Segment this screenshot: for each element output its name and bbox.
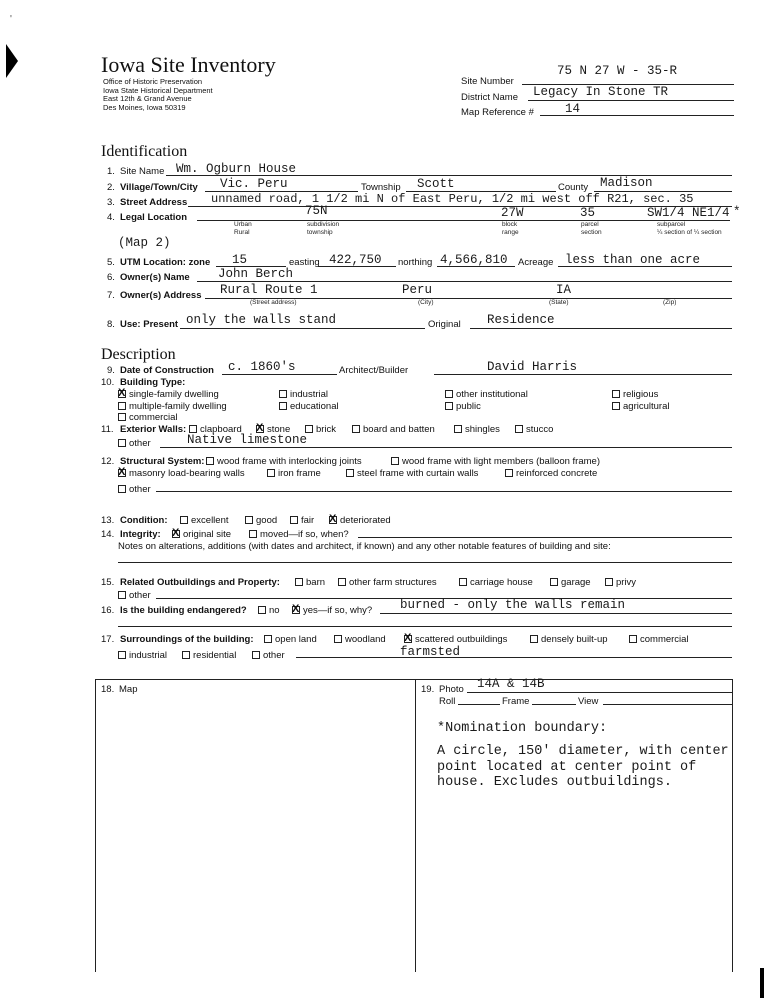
struct-interlocking-option[interactable] — [206, 456, 362, 467]
item-number-7: 7. — [107, 290, 115, 301]
office-address — [103, 78, 213, 112]
bt-agricultural-label: agricultural — [623, 401, 670, 412]
address-city-caption: (City) — [418, 299, 434, 306]
endangered-yes-label: yes—if so, why? — [303, 605, 373, 616]
site-number-value[interactable]: 75 N 27 W - 35-R — [557, 64, 678, 78]
county-label: County — [558, 182, 589, 193]
bt-commercial-option[interactable] — [118, 412, 178, 423]
item-number-3: 3. — [107, 197, 115, 208]
wall-stucco-label: stucco — [526, 424, 554, 435]
view-label: View — [578, 696, 599, 707]
cond-fair-label: fair — [301, 515, 315, 526]
out-other-option[interactable] — [118, 590, 151, 601]
cond-fair-option[interactable] — [290, 515, 314, 526]
acreage-value[interactable]: less than one acre — [565, 253, 701, 267]
bt-multiple-family-label: multiple-family dwelling — [129, 401, 227, 412]
out-other-label: other — [129, 590, 151, 601]
out-carriage-label: carriage house — [470, 577, 533, 588]
wall-shingles-label: shingles — [465, 424, 500, 435]
out-carriage-option[interactable] — [459, 577, 533, 588]
cond-good-option[interactable] — [245, 515, 277, 526]
struct-masonry-label: masonry load-bearing walls — [129, 468, 245, 479]
endangered-no-label: no — [269, 605, 280, 616]
item-number-8: 8. — [107, 319, 115, 330]
legal-quarter-caption: ¼ section of ¼ section — [657, 229, 722, 236]
village-value[interactable]: Vic. Peru — [220, 177, 288, 191]
legal-rural-caption: Rural — [234, 229, 250, 236]
legal-parcel-caption: parcel — [581, 221, 599, 228]
office-line-4: Des Moines, Iowa 50319 — [103, 102, 186, 112]
use-original-label: Original — [428, 319, 461, 330]
site-name-value[interactable]: Wm. Ogburn House — [176, 162, 297, 176]
item-number-12: 12. — [101, 456, 115, 467]
owner-address-label: Owner(s) Address — [120, 290, 202, 301]
item-number-9: 9. — [107, 365, 115, 376]
wall-other-value[interactable]: Native limestone — [187, 433, 308, 447]
item-number-13: 13. — [101, 515, 115, 526]
item-number-1: 1. — [107, 166, 115, 177]
sur-dense-option[interactable] — [530, 634, 608, 645]
office-line-2: Iowa State Historical Department — [103, 85, 213, 95]
struct-balloon-label: wood frame with light members (balloon frame) — [402, 456, 600, 467]
owner-name-value[interactable]: John Berch — [218, 267, 294, 281]
item-number-5: 5. — [107, 257, 115, 268]
sur-open-label: open land — [275, 634, 317, 645]
out-barn-label: barn — [306, 577, 326, 588]
easting-label: easting — [289, 257, 320, 268]
endangered-label: Is the building endangered? — [120, 605, 247, 616]
bt-agricultural-option[interactable] — [612, 401, 669, 412]
surroundings-other-value[interactable]: farmsted — [400, 645, 461, 659]
surroundings-label: Surroundings of the building: — [120, 634, 254, 645]
sur-industrial-label: industrial — [129, 650, 168, 661]
use-present-label: Use: Present — [120, 319, 179, 330]
owner-name-label: Owner(s) Name — [120, 272, 190, 283]
scan-mark-bottom — [760, 968, 764, 998]
sur-residential-label: residential — [193, 650, 237, 661]
district-name-value[interactable]: Legacy In Stone TR — [533, 85, 669, 99]
struct-iron-label: iron frame — [278, 468, 321, 479]
out-barn-option[interactable] — [295, 577, 325, 588]
out-privy-label: privy — [616, 577, 637, 588]
wall-shingles-option[interactable] — [454, 424, 500, 435]
bt-single-family-label: single-family dwelling — [129, 389, 219, 400]
identification-heading: Identification — [101, 143, 188, 160]
legal-section-value[interactable]: 35 — [580, 206, 596, 220]
item-number-2: 2. — [107, 182, 115, 193]
boundary-line-2: point located at center point of — [437, 759, 697, 775]
endangered-no-option[interactable] — [258, 605, 280, 616]
bt-other-institutional-option[interactable] — [445, 389, 528, 400]
photo-value[interactable]: 14A & 14B — [477, 677, 545, 691]
legal-section-caption: section — [581, 229, 602, 236]
integrity-moved-label: moved—if so, when? — [260, 529, 349, 540]
integrity-moved-option[interactable] — [249, 529, 349, 540]
township-value[interactable]: Scott — [417, 177, 455, 191]
outbuildings-label: Related Outbuildings and Property: — [120, 577, 280, 588]
cond-excellent-option[interactable] — [180, 515, 229, 526]
northing-value[interactable]: 4,566,810 — [440, 253, 508, 267]
integrity-original-label: original site — [183, 529, 232, 540]
item-number-18: 18. — [101, 684, 115, 695]
use-present-value[interactable]: only the walls stand — [186, 313, 337, 327]
struct-concrete-label: reinforced concrete — [516, 468, 598, 479]
boundary-text — [437, 744, 729, 791]
sur-commercial-label: commercial — [640, 634, 689, 645]
utm-zone-value[interactable]: 15 — [232, 253, 248, 267]
frame-label: Frame — [502, 696, 530, 707]
item-number-16: 16. — [101, 605, 115, 616]
wall-other-label: other — [129, 438, 151, 449]
easting-value[interactable]: 422,750 — [329, 253, 382, 267]
wall-stone-label: stone — [267, 424, 291, 435]
item-number-11: 11. — [101, 424, 114, 435]
wall-other-option[interactable] — [118, 438, 151, 449]
cond-deteriorated-label: deteriorated — [340, 515, 391, 526]
sur-scattered-label: scattered outbuildings — [415, 634, 508, 645]
bt-single-family-option[interactable] — [118, 389, 219, 400]
sur-other-label: other — [263, 650, 285, 661]
asterisk-mark: * — [733, 205, 741, 219]
out-farm-label: other farm structures — [349, 577, 437, 588]
cond-excellent-label: excellent — [191, 515, 229, 526]
out-farm-option[interactable] — [338, 577, 437, 588]
address-zip-caption: (Zip) — [663, 299, 677, 306]
item-number-19: 19. — [421, 684, 435, 695]
bt-educational-label: educational — [290, 401, 339, 412]
date-construction-value[interactable]: c. 1860's — [228, 360, 296, 374]
district-name-label: District Name — [461, 92, 519, 103]
cond-good-label: good — [256, 515, 278, 526]
sur-woodland-label: woodland — [345, 634, 386, 645]
structural-system-label: Structural System: — [120, 456, 205, 467]
bt-industrial-option[interactable] — [279, 389, 328, 400]
description-heading: Description — [101, 346, 176, 363]
map-reference-value[interactable]: 14 — [565, 102, 581, 116]
utm-label: UTM Location: zone — [120, 257, 211, 268]
northing-label: northing — [398, 257, 433, 268]
sur-open-option[interactable] — [264, 634, 317, 645]
legal-township-value[interactable]: 75N — [305, 204, 328, 218]
wall-clapboard-label: clapboard — [200, 424, 242, 435]
owner-city-value[interactable]: Peru — [402, 283, 433, 297]
sur-residential-option[interactable] — [182, 650, 236, 661]
date-construction-label: Date of Construction — [120, 365, 214, 376]
office-line-3: East 12th & Grand Avenue — [103, 94, 192, 103]
boundary-line-3: house. Excludes outbuildings. — [437, 775, 672, 790]
address-street-caption: (Street address) — [250, 299, 297, 306]
acreage-label: Acreage — [518, 257, 554, 268]
address-state-caption: (State) — [549, 299, 569, 306]
architect-label: Architect/Builder — [339, 365, 409, 376]
office-line-1: Office of Historic Preservation — [103, 77, 203, 86]
bt-public-label: public — [456, 401, 481, 412]
wall-brick-label: brick — [316, 424, 337, 435]
legal-subdivision-caption: subdivision — [307, 221, 340, 228]
map-reference-label: Map Reference # — [461, 107, 534, 118]
building-type-label: Building Type: — [120, 377, 186, 388]
roll-label: Roll — [439, 696, 456, 707]
endangered-reason-value[interactable]: burned - only the walls remain — [400, 598, 626, 612]
legal-range-value[interactable]: 27W — [501, 206, 524, 220]
legal-urban-caption: Urban — [234, 221, 252, 228]
street-address-label: Street Address — [120, 197, 188, 208]
legal-township-caption: township — [307, 229, 333, 236]
bt-religious-label: religious — [623, 389, 659, 400]
photo-label: Photo — [439, 684, 464, 695]
architect-value[interactable]: David Harris — [487, 360, 578, 374]
sur-scattered-option[interactable] — [404, 634, 507, 645]
struct-masonry-option[interactable] — [118, 468, 245, 479]
struct-other-label: other — [129, 484, 151, 495]
item-number-6: 6. — [107, 272, 115, 283]
site-number-label: Site Number — [461, 76, 514, 87]
struct-interlocking-label: wood frame with interlocking joints — [217, 456, 362, 467]
boundary-line-1: A circle, 150' diameter, with center — [437, 744, 729, 759]
bt-educational-option[interactable] — [279, 401, 339, 412]
form-title: Iowa Site Inventory — [101, 52, 276, 77]
struct-balloon-option[interactable] — [391, 456, 600, 467]
map-label: Map — [119, 684, 138, 695]
endangered-yes-option[interactable] — [292, 605, 372, 616]
out-garage-option[interactable] — [550, 577, 591, 588]
sur-dense-label: densely built-up — [541, 634, 608, 645]
condition-label: Condition: — [120, 515, 168, 526]
bt-multiple-family-option[interactable] — [118, 401, 227, 412]
out-garage-label: garage — [561, 577, 591, 588]
wall-stucco-option[interactable] — [515, 424, 553, 435]
legal-subparcel-caption: subparcel — [657, 221, 686, 228]
exterior-walls-label: Exterior Walls: — [120, 424, 187, 435]
cond-deteriorated-option[interactable] — [329, 515, 391, 526]
sur-other-option[interactable] — [252, 650, 285, 661]
item-number-15: 15. — [101, 577, 115, 588]
scan-arrow-mark — [6, 44, 18, 78]
bt-commercial-label: commercial — [129, 412, 178, 423]
struct-steel-label: steel frame with curtain walls — [357, 468, 479, 479]
township-label: Township — [361, 182, 401, 193]
owner-state-value[interactable]: IA — [556, 283, 572, 297]
item-number-17: 17. — [101, 634, 115, 645]
county-value[interactable]: Madison — [600, 176, 653, 190]
item-number-4: 4. — [107, 212, 115, 223]
wall-board-batten-label: board and batten — [363, 424, 435, 435]
sur-woodland-option[interactable] — [334, 634, 386, 645]
scan-mark-top: ' — [10, 14, 12, 25]
sur-industrial-option[interactable] — [118, 650, 167, 661]
wall-board-batten-option[interactable] — [352, 424, 435, 435]
legal-block-caption: block — [502, 221, 518, 228]
legal-location-label: Legal Location — [120, 212, 188, 223]
owner-street-value[interactable]: Rural Route 1 — [220, 283, 318, 297]
wall-brick-option[interactable] — [305, 424, 336, 435]
integrity-label: Integrity: — [120, 529, 161, 540]
legal-range-caption: range — [502, 229, 519, 236]
out-privy-option[interactable] — [605, 577, 636, 588]
legal-quarter-value[interactable]: SW1/4 NE1/4 — [647, 206, 730, 220]
bt-industrial-label: industrial — [290, 389, 329, 400]
village-label: Village/Town/City — [120, 182, 198, 193]
street-address-value[interactable]: unnamed road, 1 1/2 mi N of East Peru, 1/2 mi west off R21, sec. 35 — [211, 192, 694, 206]
struct-steel-option[interactable] — [346, 468, 478, 479]
use-original-value[interactable]: Residence — [487, 313, 555, 327]
sur-commercial-option[interactable] — [629, 634, 689, 645]
bt-other-institutional-label: other institutional — [456, 389, 528, 400]
site-name-label: Site Name — [120, 166, 165, 177]
struct-iron-option[interactable] — [267, 468, 321, 479]
bt-public-option[interactable] — [445, 401, 481, 412]
bt-religious-option[interactable] — [612, 389, 658, 400]
struct-concrete-option[interactable] — [505, 468, 597, 479]
map-note: (Map 2) — [118, 236, 171, 250]
item-number-14: 14. — [101, 529, 115, 540]
boundary-title: *Nomination boundary: — [437, 721, 608, 736]
notes-label: Notes on alterations, additions (with dates and architect, if known) and any other notable features of building and site: — [118, 541, 611, 552]
integrity-original-option[interactable] — [172, 529, 231, 540]
item-number-10: 10. — [101, 377, 115, 388]
struct-other-option[interactable] — [118, 484, 151, 495]
